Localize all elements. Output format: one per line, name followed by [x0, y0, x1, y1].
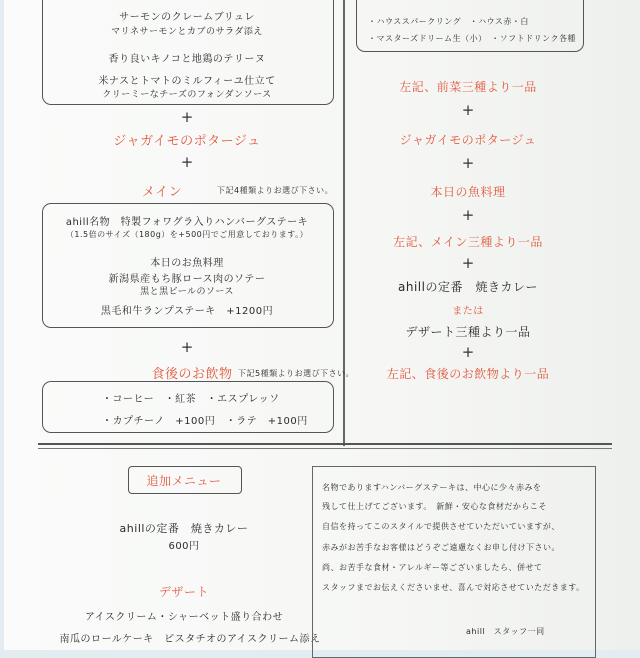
notice-sign: ahill スタッフ一同	[466, 627, 545, 636]
course-line-1: 左記、前菜三種より一品	[399, 80, 537, 94]
plus-sign: +	[180, 338, 194, 356]
additional-title: 追加メニュー	[146, 474, 222, 488]
course-line-2: ジャガイモのポタージュ	[399, 133, 537, 147]
plus-sign: +	[180, 153, 194, 171]
plus-sign: +	[461, 206, 475, 224]
additional-curry: ahillの定番 焼きカレー	[119, 522, 249, 535]
main-note: 下記4種類よりお選び下さい。	[217, 186, 334, 195]
plus-sign: +	[180, 108, 194, 126]
drinks-row-2: ・カプチーノ +100円 ・ラテ +100円	[102, 416, 308, 427]
center-divider	[343, 0, 345, 446]
main-hamburg: ahill名物 特製フォワグラ入りハンバーグステーキ	[65, 217, 309, 228]
course-line-7: デザート三種より一品	[405, 325, 531, 339]
plus-sign: +	[461, 154, 475, 172]
drinks-title: 食後のお飲物	[151, 367, 233, 382]
notice-line: 尚、お苦手な食材・アレルギー等ございましたら、併せて	[322, 563, 543, 572]
notice-line: 赤みがお苦手なお客様はどうぞご遠慮なくお申し付け下さい。	[322, 543, 560, 552]
main-beef: 黒毛和牛ランプステーキ +1200円	[100, 306, 274, 317]
section-divider-thin	[38, 448, 612, 449]
drinks-note: 下記5種類よりお選び下さい。	[238, 369, 355, 378]
plus-sign: +	[461, 343, 475, 361]
plus-sign: +	[461, 254, 475, 272]
course-line-6: または	[452, 306, 484, 317]
course-line-5: ahillの定番 焼きカレー	[398, 280, 538, 294]
additional-curry-price: 600円	[168, 541, 200, 552]
appetizer-2: 香り良いキノコと地鶏のテリーヌ	[108, 54, 266, 65]
main-hamburg-note: （1.5倍のサイズ（180g）を+500円でご用意しております。）	[65, 230, 309, 239]
dessert-1: アイスクリーム・シャーベット盛り合わせ	[84, 612, 284, 623]
main-fish: 本日のお魚料理	[150, 258, 224, 269]
appetizer-3-sub: クリーミーなチーズのフォンダンソース	[102, 90, 272, 100]
course-line-8: 左記、食後のお飲物より一品	[386, 367, 550, 381]
left-soup: ジャガイモのポタージュ	[113, 134, 261, 149]
right-drinks-row-2: ・マスターズドリーム生（小） ・ソフトドリンク各種	[368, 34, 576, 43]
plus-sign: +	[461, 101, 475, 119]
main-title: メイン	[141, 185, 183, 200]
section-divider	[38, 443, 612, 445]
course-line-4: 左記、メイン三種より一品	[393, 235, 543, 249]
dessert-title: デザート	[158, 585, 210, 599]
appetizer-1: サーモンのクレームブリュレ	[119, 12, 255, 23]
notice-line: スタッフまでお伝えくださいませ、喜んで対応させていただきます。	[322, 583, 585, 592]
notice-line: 名物でありますハンバーグステーキは、中心に少々赤みを	[322, 483, 542, 492]
main-pork: 新潟県産もち豚ロース肉のソテー	[108, 274, 266, 285]
appetizer-3: 米ナスとトマトのミルフィーユ仕立て	[98, 76, 276, 87]
notice-line: 残して仕上げてございます。 新鮮・安心な食材だからこそ	[322, 502, 547, 511]
drinks-row-1: ・コーヒー ・紅茶 ・エスプレッソ	[102, 394, 280, 405]
notice-line: 自信を持ってこのスタイルで提供させていただいていますが、	[322, 522, 560, 531]
dessert-2: 南瓜のロールケーキ ピスタチオのアイスクリーム添え	[59, 634, 321, 645]
appetizer-1-sub: マリネサーモンとカブのサラダ添え	[111, 27, 263, 37]
course-line-3: 本日の魚料理	[430, 185, 506, 199]
main-pork-sub: 黒と黒ビールのソース	[140, 287, 234, 297]
right-drinks-row-1: ・ハウススパークリング ・ハウス赤・白	[368, 17, 529, 26]
